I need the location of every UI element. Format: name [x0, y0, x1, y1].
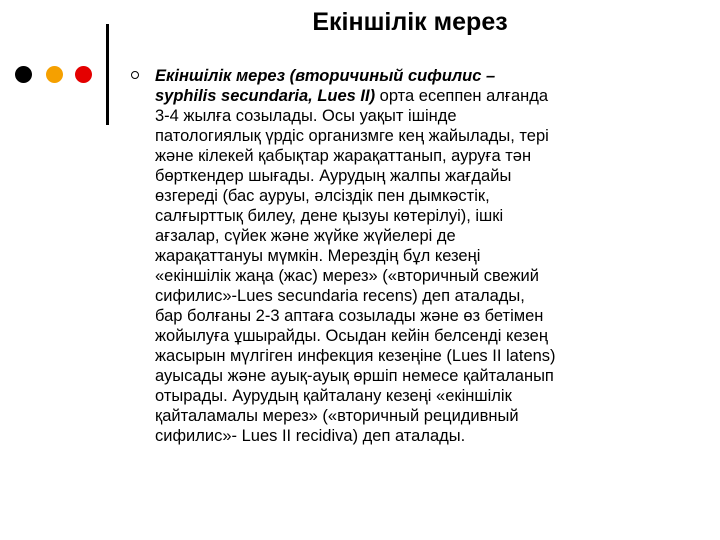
- decorative-dot-red-icon: [75, 66, 92, 83]
- paragraph-line: жойылуға ұшырайды. Осыдан кейін белсенді кезең: [155, 327, 548, 345]
- circle-bullet-icon: [131, 71, 139, 79]
- paragraph-line: жарақаттануы мүмкін. Мерездің бұл кезеңі: [155, 247, 481, 265]
- paragraph-line-rest: орта есеппен алғанда: [375, 87, 549, 105]
- vertical-divider: [106, 24, 109, 125]
- paragraph-line: 3-4 жылға созылады. Осы уақыт ішінде: [155, 107, 457, 125]
- paragraph-line: ауысады және ауық-ауық өршіп немесе қайталанып: [155, 367, 554, 385]
- paragraph-line: бөрткендер шығады. Аурудың жалпы жағдайы: [155, 167, 512, 185]
- paragraph-line: ағзалар, сүйек және жүйке жүйелері де: [155, 227, 456, 245]
- paragraph-line: қайталамалы мерез» («вторичный рецидивный: [155, 407, 519, 425]
- paragraph-line: «екіншілік жаңа (жас) мерез» («вторичный свежий: [155, 267, 539, 285]
- paragraph-line: сифилис»-Lues secundaria recens) деп аталады,: [155, 287, 525, 305]
- bullet-paragraph: [155, 66, 675, 446]
- paragraph-line: сифилис»- Lues II recidiva) деп аталады.: [155, 427, 466, 445]
- paragraph-line: отырады. Аурудың қайталану кезеңі «екіншілік: [155, 387, 512, 405]
- slide-title: Екіншілік мерез: [312, 8, 508, 36]
- paragraph-line: бар болғаны 2-3 аптаға созылады және өз бетімен: [155, 307, 544, 325]
- paragraph-line: патологиялық үрдіс организмге кең жайылады, тері: [155, 127, 549, 145]
- paragraph-line: салғырттық билеу, дене қызуы көтерілуі), ішкі: [155, 207, 504, 225]
- paragraph-line: және кілекей қабықтар жарақаттанып, ауруға тән: [155, 147, 532, 165]
- paragraph-line: өзгереді (бас ауруы, әлсіздік пен дымкәстік,: [155, 187, 490, 205]
- latin-term: syphilis secundaria, Lues II): [155, 87, 376, 105]
- paragraph-line: [155, 86, 675, 106]
- paragraph-line: Екіншілік мерез (вторичиный сифилис –: [155, 67, 496, 85]
- paragraph-line: жасырын мүлгіген инфекция кезеңіне (Lues II latens): [155, 347, 556, 365]
- decorative-dot-black-icon: [15, 66, 32, 83]
- decorative-dot-orange-icon: [46, 66, 63, 83]
